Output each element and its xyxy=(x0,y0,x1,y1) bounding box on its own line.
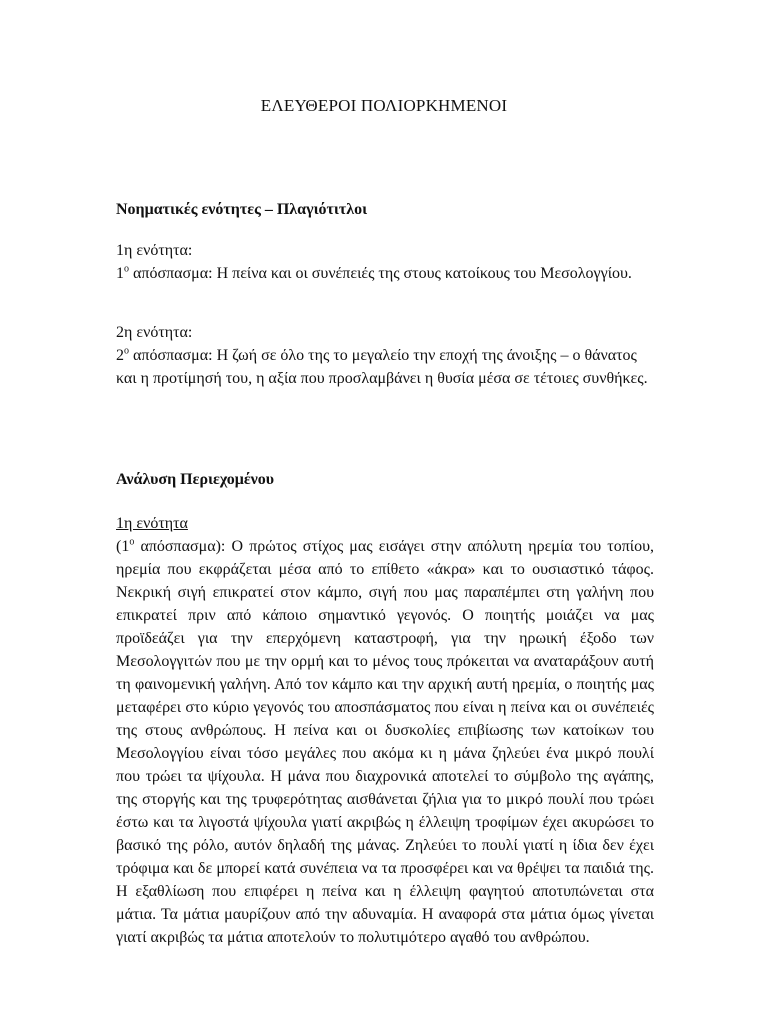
analysis-unit-1-block xyxy=(116,512,654,949)
analysis-unit-1-label: 1η ενότητα xyxy=(116,515,188,532)
section-heading-content-analysis: Ανάλυση Περιεχομένου xyxy=(116,471,275,488)
unit-2-description xyxy=(116,344,654,390)
unit-2-ordinal: ο xyxy=(124,345,129,357)
analysis-paragraph-text: απόσπασμα): Ο πρώτος στίχος μας εισάγει στην απόλυτη ηρεμία του τοπίου, ηρεμία που εκφράζεται μέσα από το επίθετο «άκρα» και το ουσιαστικό τάφος. Νεκρική σιγή επικρατεί στον κάμπο, σιγή που μας παραπέμπει στη γαλήνη που επικρατεί πριν από κάποιο σημαντικό γεγονός. Ο ποιητής μοιάζει να μας προϊδεάζει για την επερχόμενη καταστροφή, για την ηρωική έξοδο των Μεσολογγιτών που με την ορμή και το μένος τους πρόκειται να αναταράξουν αυτή τη φαινομενική γαλήνη. Από τον κάμπο και την αρχική αυτή ηρεμία, ο ποιητής μας μεταφέρει στο κύριο γεγονός του αποσπάσματος που είναι η πείνα και οι συνέπειές της στους ανθρώπους. Η πείνα και οι δυσκολίες επιβίωσης των κατοίκων του Μεσολογγίου είναι τόσο μεγάλες που ακόμα κι η μάνα ζηλεύει ένα μικρό πουλί που τρώει τα ψίχουλα. Η μάνα που διαχρονικά αποτελεί το σύμβολο της αγάπης, της στοργής και της τρυφερότητας αισθάνεται ζήλια για το μικρό πουλί που τρώει έστω και τα λιγοστά ψίχουλα γιατί ακριβώς η έλλειψη τροφίμων έχει ακυρώσει το βασικό της ρόλο, αυτόν δηλαδή της μάνας. Ζηλεύει το πουλί γιατί η ίδια δεν έχει τρόφιμα και δε μπορεί κατά συνέπεια να τα προσφέρει και να θρέψει τα παιδιά της. Η εξαθλίωση που επιφέρει η πείνα και η έλλειψη φαγητού αποτυπώνεται στα μάτια. Τα μάτια μαυρίζουν από την αδυναμία. Η αναφορά στα μάτια όμως γίνεται γιατί ακριβώς τα μάτια αποτελούν το πολυτιμότερο αγαθό του ανθρώπου. xyxy=(116,538,654,946)
analysis-paragraph-open: (1 xyxy=(116,538,130,555)
unit-1-block xyxy=(116,239,654,285)
analysis-paragraph xyxy=(116,535,654,949)
unit-1-number: 1 xyxy=(116,265,124,282)
section-thematic-units xyxy=(116,198,654,221)
unit-2-text: απόσπασμα: Η ζωή σε όλο της το μεγαλείο την εποχή της άνοιξης – ο θάνατος και η προτίμησή του, η αξία που προσλαμβάνει η θυσία μέσα σε τέτοιες συνθήκες. xyxy=(116,347,648,387)
unit-1-description xyxy=(116,262,654,285)
unit-2-block xyxy=(116,321,654,390)
unit-2-label: 2η ενότητα: xyxy=(116,324,193,341)
unit-1-label: 1η ενότητα: xyxy=(116,242,193,259)
section-heading-thematic-units: Νοηματικές ενότητες – Πλαγιότιτλοι xyxy=(116,201,368,218)
unit-1-ordinal: ο xyxy=(124,263,129,275)
unit-1-text: απόσπασμα: Η πείνα και οι συνέπειές της στους κατοίκους του Μεσολογγίου. xyxy=(129,265,632,282)
section-content-analysis xyxy=(116,468,654,491)
analysis-paragraph-ordinal: ο xyxy=(129,536,135,548)
unit-2-number: 2 xyxy=(116,347,124,364)
document-title: ΕΛΕΥΘΕΡΟΙ ΠΟΛΙΟΡΚΗΜΕΝΟΙ xyxy=(260,96,508,115)
